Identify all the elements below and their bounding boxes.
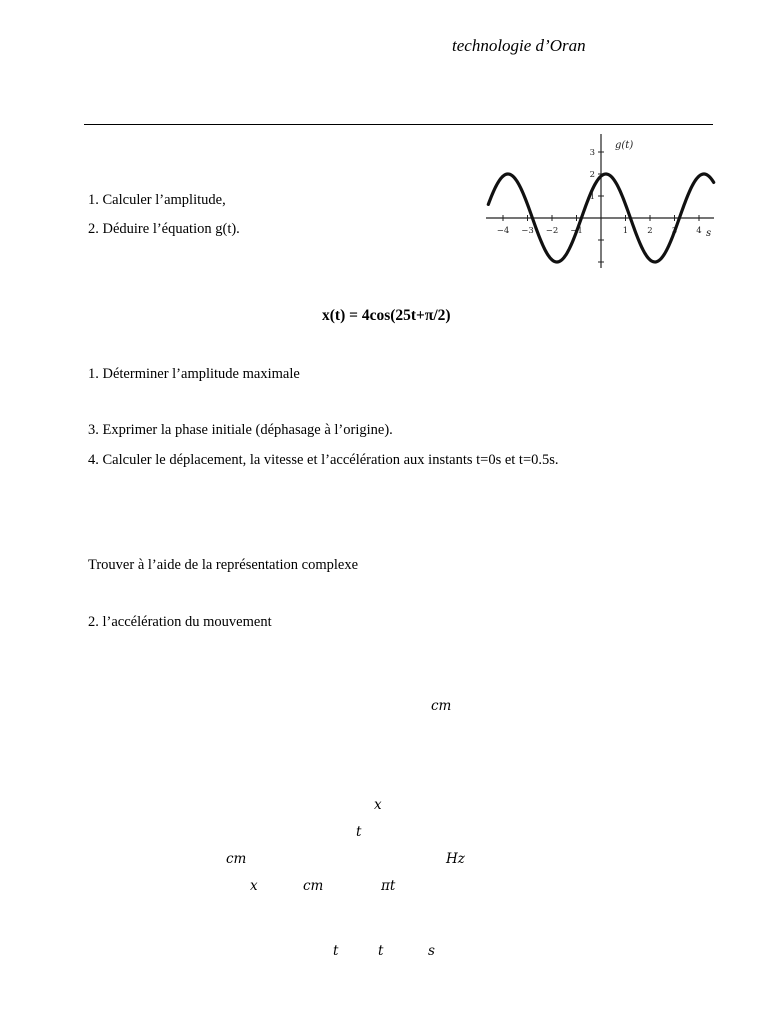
ex1-item-2: 2. Déduire l’équation g(t). [88, 221, 240, 237]
math-fragment: cm [303, 878, 324, 894]
math-fragment: cm [226, 851, 247, 867]
page-header: technologie d’Oran [452, 36, 586, 55]
x-tick-label: 3 [671, 226, 678, 236]
x-tick-label: −1 [570, 226, 583, 236]
x-tick-label: −4 [496, 226, 510, 236]
graph-labels [497, 140, 711, 239]
ex2-item-4: 4. Calculer le déplacement, la vitesse et l’accélération aux instants t=0s et t=0.5s. [88, 452, 559, 468]
x-tick-label: 1 [622, 226, 629, 236]
math-fragment: πt [381, 878, 396, 894]
math-fragment: x [374, 797, 382, 813]
y-tick-label: 2 [589, 170, 595, 180]
equation-xt: x(t) = 4cos(25t+π/2) [322, 307, 451, 324]
ex2-item-1: 1. Déterminer l’amplitude maximale [88, 366, 300, 382]
math-fragment: t [333, 943, 339, 959]
gt-graph [484, 132, 718, 270]
ex2-item-3: 3. Exprimer la phase initiale (déphasage à l’origine). [88, 422, 393, 438]
graph-axes [486, 134, 714, 268]
math-fragment: s [428, 943, 435, 959]
x-tick-label: 4 [696, 226, 702, 236]
x-tick-label: 2 [647, 226, 653, 236]
ex3-intro: Trouver à l’aide de la représentation complexe [88, 557, 359, 573]
y-tick-label: 3 [589, 148, 595, 158]
x-tick-label: −3 [521, 226, 534, 236]
header-rule [84, 124, 713, 125]
x-tick-label: −2 [545, 226, 559, 236]
math-fragment: Hz [446, 851, 465, 867]
y-axis-label: g(t) [615, 140, 634, 151]
math-fragment: t [378, 943, 384, 959]
math-fragment: t [356, 824, 362, 840]
ex1-item-1: 1. Calculer l’amplitude, [88, 192, 226, 208]
x-axis-label: s [706, 228, 712, 239]
ex3-item-2: 2. l’accélération du mouvement [88, 614, 272, 630]
math-fragment: x [250, 878, 258, 894]
y-tick-label: 1 [589, 192, 595, 202]
math-fragment: cm [431, 698, 452, 714]
